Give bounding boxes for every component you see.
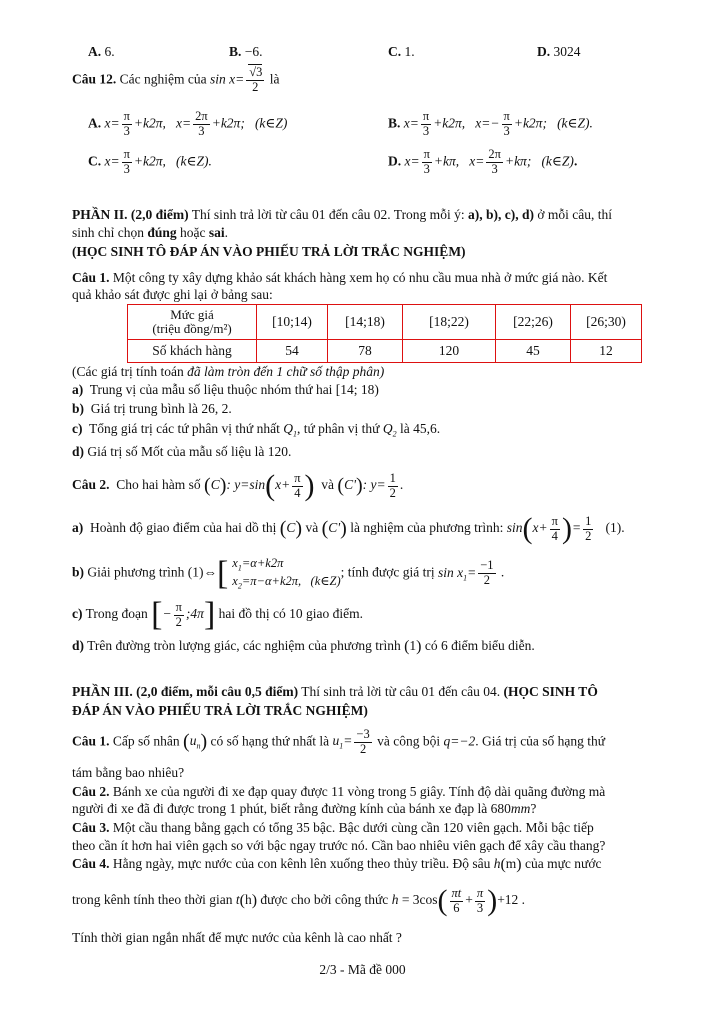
part3-c4-line3: Tính thời gian ngắn nhất để mực nước của kênh là cao nhất ?: [72, 930, 402, 945]
table-header-cell: Mức giá (triệu đồng/m²): [128, 305, 257, 340]
part2-intro-line2: sinh chỉ chọn đúng hoặc sai.: [72, 225, 229, 240]
part2-intro-line1: PHẦN II. (2,0 điểm) Thí sinh trả lời từ câu 01 đến câu 02. Trong mỗi ý: a), b), c), d) ở mỗi câu, thí: [72, 207, 612, 222]
table-cell: [22;26): [496, 305, 571, 340]
part2-c1-text2: quả khảo sát được ghi lại ở bảng sau:: [72, 287, 273, 302]
part3-c2-line2: người đi xe đã đi được trong 1 phút, biết rằng đường kính của bánh xe đạp là 680mm?: [72, 801, 537, 816]
part2-c2-d: d) Trên đường tròn lượng giác, các nghiệm của phương trình (1) có 6 điểm biểu diễn.: [72, 638, 535, 655]
part3-c3-line2: theo cần ít hơn hai viên gạch so với bậc ngay trước nó. Cần bao nhiêu viên gạch để xây cầu thang?: [72, 838, 606, 853]
part2-c1-b: b) Giá trị trung bình là 26, 2.: [72, 401, 232, 416]
part3-c4-line1: Câu 4. Hằng ngày, mực nước của con kênh lên xuống theo thủy triều. Độ sâu h(m) của mực nước: [72, 856, 602, 873]
q11-option-d: D. 3024: [537, 44, 581, 59]
part3-c1-line2: tám bằng bao nhiêu?: [72, 765, 185, 780]
table-cell: 12: [571, 340, 642, 363]
part2-c2-b: b) Giải phương trình (1)⇔[ $x_1=\alpha+k2\pi$ $x_2=\pi-\alpha+k2\pi$, (k∈Z) ; tính được giá trị $\sin x_1=$ $\frac{-1}{2}$ .: [72, 554, 505, 592]
table-row: [128, 340, 642, 363]
q11-option-b: B. −6.: [229, 44, 263, 59]
table-cell: 54: [257, 340, 328, 363]
part2-c1-a: a) Trung vị của mẫu số liệu thuộc nhóm thứ hai [14; 18): [72, 382, 379, 397]
q12-stem: Câu 12. Các nghiệm của sin x= $\frac{√3}{2}$ là: [72, 65, 280, 94]
table-cell: [14;18): [328, 305, 403, 340]
part3-c1: Câu 1. Cấp số nhân $(u_n)$ có số hạng thứ nhất là $u_1=$ $\frac{-3}{2}$ và công bội q=−2. Giá trị của số hạng thứ: [72, 727, 606, 756]
part3-c3-line1: Câu 3. Một cầu thang bằng gạch có tổng 35 bậc. Bậc dưới cùng cần 120 viên gạch. Mỗi bậc tiếp: [72, 820, 594, 835]
part3-c4-line2: trong kênh tính theo thời gian t(h) được cho bởi công thức h = 3cos( $\frac{\pi t}{6}$ + $\frac{\pi}{3}$ )+12 .: [72, 884, 526, 917]
table-row: [128, 305, 642, 340]
table-cell: [18;22): [403, 305, 496, 340]
part3-note: ĐÁP ÁN VÀO PHIẾU TRẢ LỜI TRẮC NGHIỆM): [72, 703, 368, 718]
q12-option-d: D. x= $\frac{\pi}{3}$ +kπ, x= $\frac{2\pi}{3}$ +kπ; (k∈Z).: [388, 147, 578, 176]
survey-table: [127, 304, 642, 363]
part3-c2-line1: Câu 2. Bánh xe của người đi xe đạp quay được 11 vòng trong 5 giây. Tính độ dài quãng đường mà: [72, 784, 606, 799]
part2-note: (HỌC SINH TÔ ĐÁP ÁN VÀO PHIẾU TRẢ LỜI TRẮC NGHIỆM): [72, 244, 466, 259]
page-footer: 2/3 - Mã đề 000: [319, 962, 406, 977]
part2-c1-note: (Các giá trị tính toán đã làm tròn đến 1 chữ số thập phân): [72, 364, 385, 379]
part2-c1-d: d) Giá trị số Mốt của mẫu số liệu là 120.: [72, 444, 292, 459]
table-header-cell: Số khách hàng: [128, 340, 257, 363]
q12-option-b: B. x= $\frac{\pi}{3}$ +k2π, x=− $\frac{\pi}{3}$ +k2π; (k∈Z).: [388, 109, 593, 138]
table-cell: [10;14): [257, 305, 328, 340]
part2-c2-c: c) Trong đoạn [− $\frac{\pi}{2}$ ;4π] hai đồ thị có 10 giao điểm.: [72, 596, 363, 633]
q11-option-a: A. 6.: [88, 44, 115, 59]
part2-c2: Câu 2. Cho hai hàm số (C): y=sin(x+ $\frac{\pi}{4}$ ) và (C'): y= $\frac{1}{2}$ .: [72, 469, 404, 502]
part3-intro-line1: PHẦN III. (2,0 điểm, mỗi câu 0,5 điểm) Thí sinh trả lời từ câu 01 đến câu 04. (HỌC SINH TÔ: [72, 684, 598, 699]
part2-c1-text1: Câu 1. Một công ty xây dựng khảo sát khách hàng xem họ có nhu cầu mua nhà ở mức giá nào. Kết: [72, 270, 608, 285]
part2-c1-c: c) Tổng giá trị các tứ phân vị thứ nhất $Q_1$, tứ phân vị thứ $Q_2$ là 45,6.: [72, 421, 441, 439]
part2-c2-a: a) Hoành độ giao điểm của hai dồ thị (C) và (C') là nghiệm của phương trình: sin(x+ $\frac{\pi}{4}$ )= $\frac{1}{2}$ (1).: [72, 512, 625, 545]
table-cell: 120: [403, 340, 496, 363]
table-cell: 45: [496, 340, 571, 363]
q11-option-c: C. 1.: [388, 44, 415, 59]
table-cell: [26;30): [571, 305, 642, 340]
table-cell: 78: [328, 340, 403, 363]
q12-option-a: A. x= $\frac{\pi}{3}$ +k2π, x= $\frac{2\pi}{3}$ +k2π; (k∈Z): [88, 109, 288, 138]
q12-option-c: C. x= $\frac{\pi}{3}$ +k2π, (k∈Z).: [88, 147, 212, 176]
